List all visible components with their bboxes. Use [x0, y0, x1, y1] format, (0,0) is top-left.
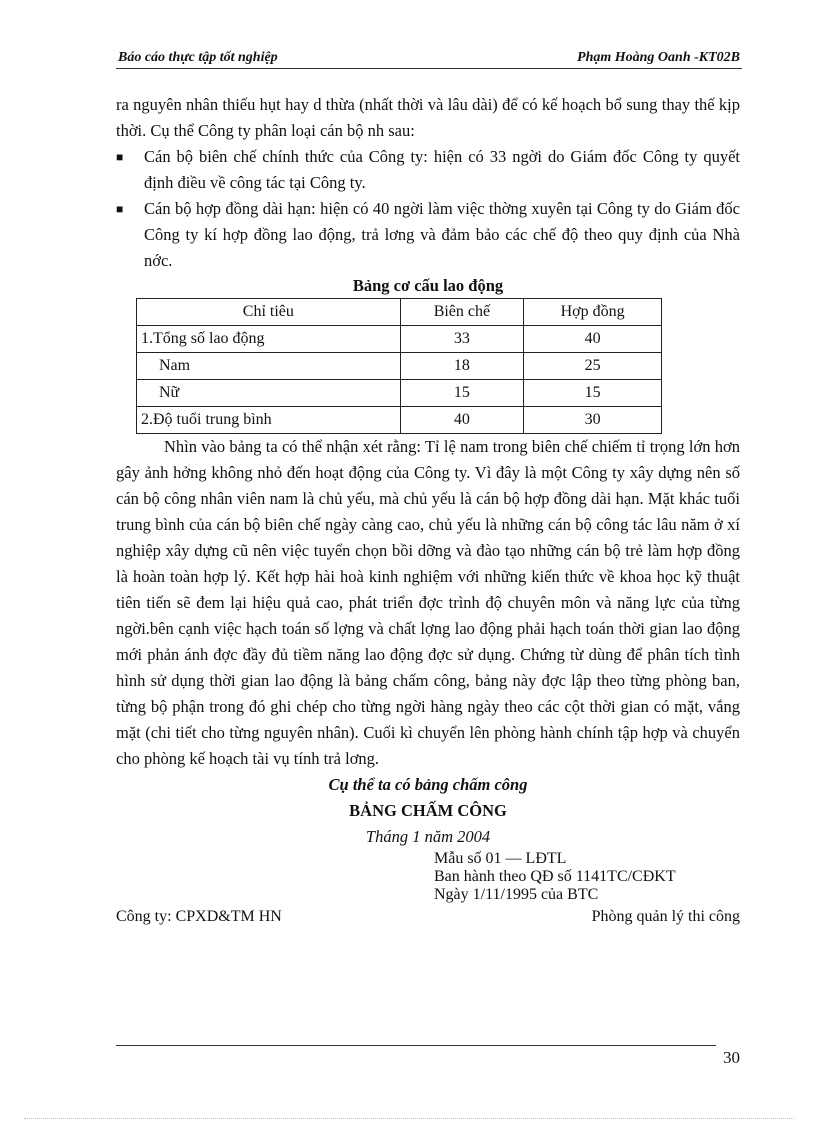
table-cell: 18 [400, 353, 523, 380]
square-bullet-icon: ■ [116, 150, 124, 164]
timesheet-intro: Cụ thể ta có bảng chấm công [328, 775, 528, 794]
table-caption: Bảng cơ cấu lao động [352, 276, 504, 295]
table-header-cell: Biên chế [400, 299, 523, 326]
list-item [116, 196, 740, 274]
timesheet-title: BẢNG CHẤM CÔNG [349, 801, 507, 820]
footer-divider [116, 1045, 716, 1046]
table-cell: 1.Tổng số lao động [137, 326, 401, 353]
labor-structure-table [136, 298, 662, 434]
table-row [137, 326, 662, 353]
department-name: Phòng quản lý thi công [591, 908, 740, 925]
square-bullet-icon: ■ [116, 202, 124, 216]
table-cell: 2.Độ tuổi trung bình [137, 407, 401, 434]
company-name: Công ty: CPXD&TM HN [116, 908, 282, 925]
table-row [137, 380, 662, 407]
table-header-cell: Hợp đồng [524, 299, 662, 326]
table-cell: 33 [400, 326, 523, 353]
page-header [116, 50, 742, 69]
table-cell: 25 [524, 353, 662, 380]
table-row [137, 407, 662, 434]
header-report-title: Báo cáo thực tập tốt nghiệp [118, 50, 278, 65]
timesheet-meta [116, 850, 740, 928]
table-cell: 15 [524, 380, 662, 407]
list-item [116, 144, 740, 196]
form-info [434, 850, 740, 904]
page-bottom-border [24, 1118, 794, 1119]
page-number: 30 [723, 1048, 740, 1067]
table-header-cell: Chỉ tiêu [137, 299, 401, 326]
form-issued-by: Ban hành theo QĐ số 1141TC/CĐKT [434, 868, 676, 885]
intro-paragraph: ra nguyên nhân thiếu hụt hay d thừa (nhất thời và lâu dài) để có kế hoạch bổ sung thay thế kịp thời. Cụ thể Công ty phân loại cán bộ nh sau: [116, 95, 740, 140]
form-number: Mẫu số 01 — LĐTL [434, 850, 567, 867]
list-item-text: Cán bộ biên chế chính thức của Công ty: hiện có 33 ngời do Giám đốc Công ty quyết định điều về công tác tại Công ty. [144, 147, 740, 192]
analysis-paragraph: Nhìn vào bảng ta có thể nhận xét rằng: Tỉ lệ nam trong biên chế chiếm tỉ trọng lớn hơn gây ảnh hởng không nhỏ đến hoạt động của Công ty. Vì đây là một Công ty xây dựng nên số cán bộ công nhân viên nam là chủ yếu, mà chủ yếu là cán bộ hợp đồng dài hạn. Mặt khác tuổi trung bình của cán bộ biên chế ngày càng cao, chủ yếu là những cán bộ công tác lâu năm ở xí nghiệp xây dựng cũ nên việc tuyển chọn bồi dỡng và đào tạo những cán bộ trẻ làm hợp đồng là hoàn toàn hợp lý. Kết hợp hài hoà kinh nghiệm với những kiến thức về khoa học kỹ thuật tiên tiến sẽ đem lại hiệu quả cao, phát triển đợc trình độ chuyên môn và năng lực của từng ngời.bên cạnh việc hạch toán số lợng và chất lợng lao động phải hạch toán thời gian lao động mới phản ánh đợc đầy đủ tiềm năng lao động đợc sử dụng. Chứng từ dùng để phân tích tình hình sử dụng thời gian lao động là bảng chấm công, bảng này đợc lập theo từng phòng ban, từng bộ phận trong đó ghi chép cho từng ngời hàng ngày theo các cột thời gian có mặt, vắng mặt (chi tiết cho từng nguyên nhân). Cuối kì chuyển lên phòng hành chính tập hợp và chuyển cho phòng kế hoạch tài vụ tính trả lơng. [116, 437, 740, 768]
staff-type-list [116, 144, 740, 274]
table-cell: 40 [524, 326, 662, 353]
table-header-row [137, 299, 662, 326]
page-content [116, 92, 740, 928]
form-issued-date: Ngày 1/11/1995 của BTC [434, 886, 599, 903]
list-item-text: Cán bộ hợp đồng dài hạn: hiện có 40 ngời làm việc thờng xuyên tại Công ty do Giám đốc Công ty kí hợp đồng lao động, trả lơng và đảm bảo các chế độ theo quy định của Nhà nớc. [144, 199, 740, 270]
table-cell: Nữ [137, 380, 401, 407]
timesheet-period: Tháng 1 năm 2004 [365, 827, 491, 846]
table-cell: 40 [400, 407, 523, 434]
table-cell: 30 [524, 407, 662, 434]
table-row [137, 353, 662, 380]
header-author: Phạm Hoàng Oanh -KT02B [577, 50, 740, 65]
table-cell: Nam [137, 353, 401, 380]
table-cell: 15 [400, 380, 523, 407]
